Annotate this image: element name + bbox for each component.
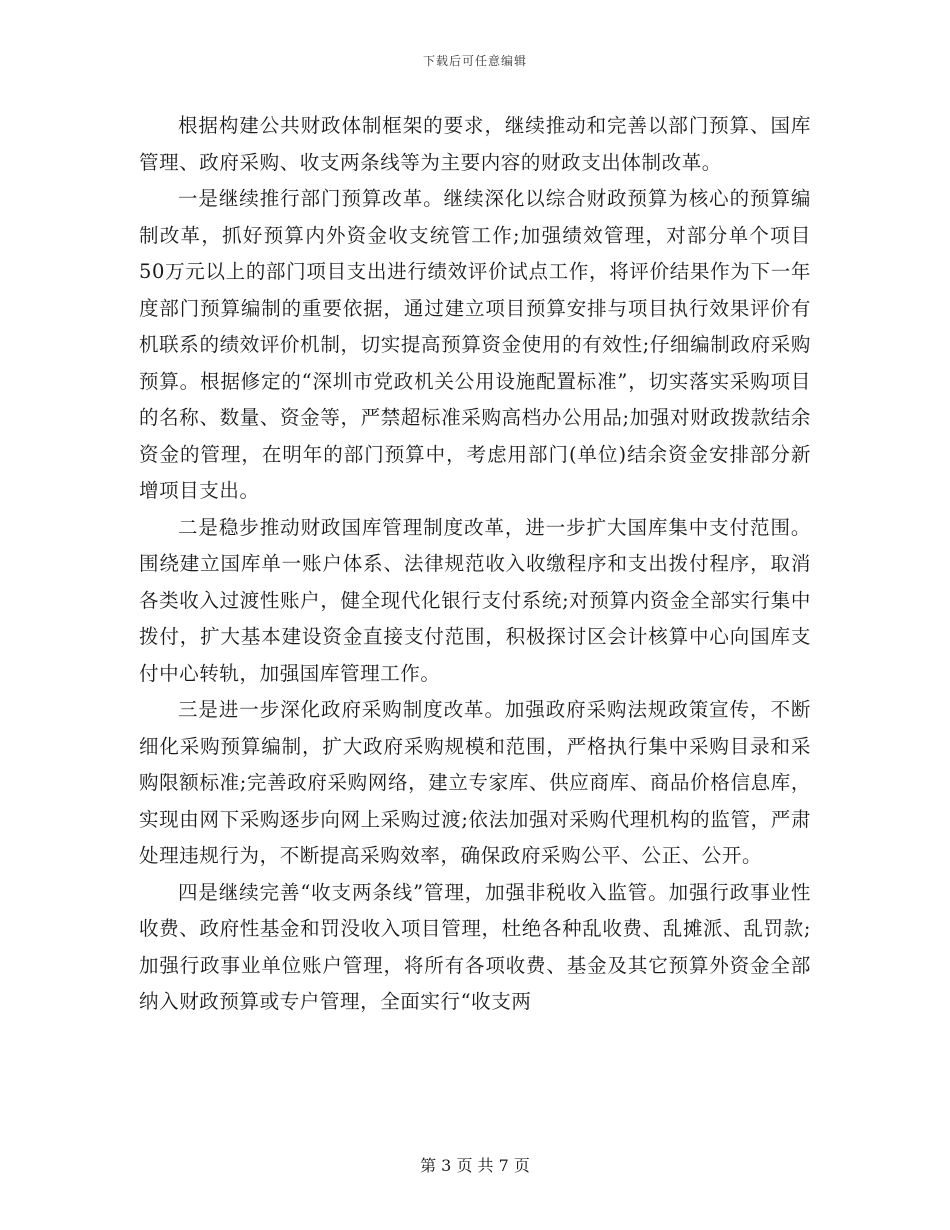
paragraph-procurement-reform: 三是进一步深化政府采购制度改革。加强政府采购法规政策宣传，不断细化采购预算编制，扩大政府采购规模和范围，严格执行集中采购目录和采购限额标准;完善政府采购网络，建立专家库、供应商库、商品价格信息库，实现由网下采购逐步向网上采购过渡;依法加强对采购代理机构的监管，严肃处理违规行为，不断提高采购效率，确保政府采购公平、公正、公开。: [139, 698, 811, 867]
paragraph-intro: 根据构建公共财政体制框架的要求，继续推动和完善以部门预算、国库管理、政府采购、收支两条线等为主要内容的财政支出体制改革。: [139, 114, 811, 174]
document-body: [139, 108, 811, 1021]
paragraph-two-lines-management: 四是继续完善“收支两条线”管理，加强非税收入监管。加强行政事业性收费、政府性基金和罚没收入项目管理，杜绝各种乱收费、乱摊派、乱罚款;加强行政事业单位账户管理，将所有各项收费、基金及其它预算外资金全部纳入财政预算或专户管理，全面实行“收支两: [139, 880, 811, 1013]
paragraph-department-budget: 一是继续推行部门预算改革。继续深化以综合财政预算为核心的预算编制改革，抓好预算内外资金收支统管工作;加强绩效管理，对部分单个项目50万元以上的部门项目支出进行绩效评价试点工作，将评价结果作为下一年度部门预算编制的重要依据，通过建立项目预算安排与项目执行效果评价有机联系的绩效评价机制，切实提高预算资金使用的有效性;仔细编制政府采购预算。根据修定的“深圳市党政机关公用设施配置标准”，切实落实采购项目的名称、数量、资金等，严禁超标准采购高档办公用品;加强对财政拨款结余资金的管理，在明年的部门预算中，考虑用部门(单位)结余资金安排部分新增项目支出。: [139, 187, 811, 502]
page-number: 第 3 页 共 7 页: [420, 1156, 530, 1175]
page-header: 下载后可任意编辑: [422, 54, 527, 68]
paragraph-treasury-reform: 二是稳步推动财政国库管理制度改革，进一步扩大国库集中支付范围。围绕建立国库单一账户体系、法律规范收入收缴程序和支出拨付程序，取消各类收入过渡性账户，健全现代化银行支付系统;对预算内资金全部实行集中拨付，扩大基本建设资金直接支付范围，积极探讨区会计核算中心向国库支付中心转轨，加强国库管理工作。: [139, 515, 811, 685]
